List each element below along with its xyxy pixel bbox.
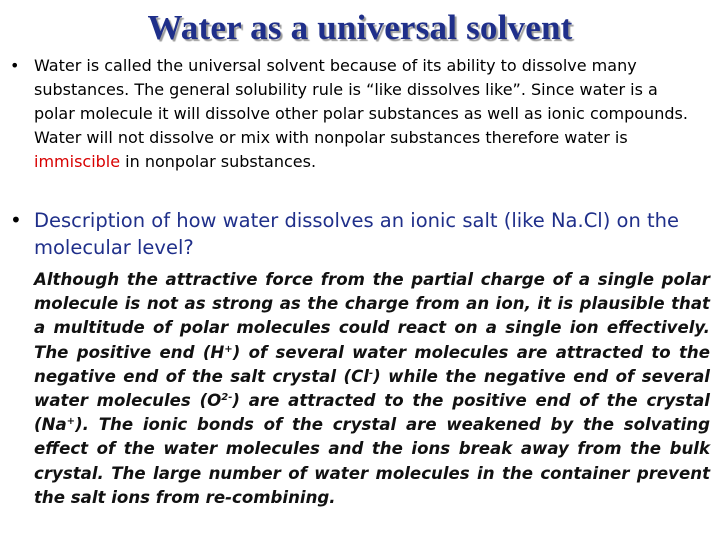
bullet-text-part: Water is called the universal solvent because of its ability to dissolve many substances. The general solubility rule is “like dissolves like”. Since water is a polar molecule it will dissolve other polar substances as well as ionic compounds. Water will not dissolve or mix with nonpolar substances therefore water is	[34, 56, 688, 147]
bullet-marker: •	[10, 208, 22, 232]
bullet-marker: •	[10, 56, 20, 75]
slide-title: Water as a universal solvent	[147, 8, 573, 47]
paragraph-text: Although the attractive force from the partial charge of a single polar molecule is not as strong as the charge from an ion, it is plausible that a multitude of polar molecules could react on a single ion effectively. The positive end (H	[34, 270, 710, 362]
paragraph-text: ) while the negative end of several water molecules (O	[34, 366, 710, 411]
bullet-text	[34, 54, 694, 174]
superscript-charge: 2-	[221, 392, 233, 404]
bullet-text-part: in nonpolar substances.	[120, 152, 317, 171]
bullet-text: Description of how water dissolves an ionic salt (like Na.Cl) on the molecular level?	[34, 209, 680, 259]
bullet-item-description-question	[10, 207, 700, 261]
paragraph-text: ) of several water molecules are attracted to the negative end of the salt crystal (Cl	[34, 342, 710, 386]
paragraph-text: ). The ionic bonds of the crystal are weakened by the solvating effect of the water molecules and the ions break away from the bulk crystal. The large number of water molecules in the container prevent the salt ions from re-combining.	[34, 415, 710, 507]
superscript-charge: +	[66, 416, 76, 428]
paragraph-text: ) are attracted to the positive end of the crystal (Na	[34, 391, 710, 435]
superscript-charge: -	[368, 367, 374, 379]
superscript-charge: +	[224, 343, 233, 355]
bullet-item-universal-solvent	[10, 54, 700, 174]
explanation-paragraph	[34, 268, 710, 510]
highlighted-term: immiscible	[34, 152, 121, 171]
